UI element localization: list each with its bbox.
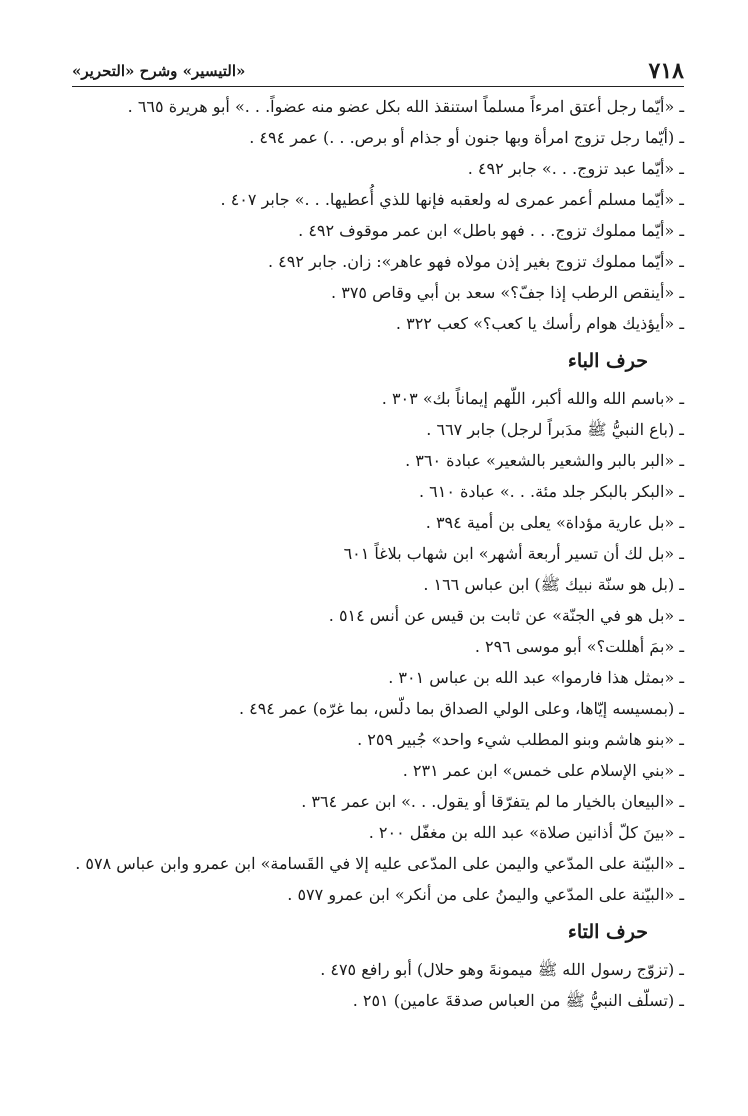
running-title: «التيسير» وشرح «التحرير»: [72, 62, 246, 80]
list-item: ـ «البيعان بالخيار ما لم يتفرّقا أو يقول. . .» ابن عمر ٣٦٤ .: [301, 792, 684, 811]
list-item: ـ «أيّما مملوك تزوج بغير إذن مولاه فهو عاهر»: زان. جابر ٤٩٢ .: [267, 252, 684, 271]
section-ta: [72, 910, 684, 1016]
list-item: ـ «أينقص الرطب إذا جفّ؟» سعد بن أبي وقاص ٣٧٥ .: [331, 283, 684, 302]
list-item: ـ «البكر بالبكر جلد مئة. . .» عبادة ٦١٠ .: [419, 482, 684, 501]
list-item: ـ «أيّما رجل أعتق امرءاً مسلماً استنقذ الله بكل عضو منه عضواً. . .» أبو هريرة ٦٦٥ .: [127, 97, 684, 116]
list-item: ـ «البيّنة على المدّعي واليمن على المدّعى عليه إلا في القَسامة» ابن عمرو وابن عباس ٥٧٨ .: [75, 854, 684, 873]
list-item: ـ «بمثل هذا فارموا» عبد الله بن عباس ٣٠١ .: [388, 668, 684, 687]
list-item: ـ «أيّما مسلم أعمر عمرى له ولعقبه فإنها للذي أُعطيها. . .» جابر ٤٠٧ .: [220, 190, 684, 209]
list-item: ـ (بل هو سنّة نبيك ﷺ) ابن عباس ١٦٦ .: [423, 575, 684, 594]
list-item: ـ «أيؤذيك هوام رأسك يا كعب؟» كعب ٣٢٢ .: [395, 314, 684, 333]
list-item: ـ (تسلّف النبيُّ ﷺ من العباس صدقةَ عامين) ٢٥١ .: [352, 991, 684, 1010]
list-item: ـ (تزوّج رسول الله ﷺ ميمونةَ وهو حلال) أبو رافع ٤٧٥ .: [320, 960, 684, 979]
list-item: ـ «البر بالبر والشعير بالشعير» عبادة ٣٦٠ .: [405, 451, 684, 470]
section-title: حرف التاء: [567, 921, 648, 943]
list-item: ـ «بنو هاشم وبنو المطلب شيء واحد» جُبير ٢٥٩ .: [357, 730, 684, 749]
list-item: ـ «بل هو في الجنّة» عن ثابت بن قيس عن أنس ٥١٤ .: [328, 606, 684, 625]
list-item: ـ «البيّنة على المدّعي واليمنُ على من أنكر» ابن عمرو ٥٧٧ .: [287, 885, 684, 904]
list-item: ـ «بينَ كلّ أذانين صلاة» عبد الله بن مغفّل ٢٠٠ .: [368, 823, 684, 842]
list-item: ـ «أيّما مملوك تزوج. . . فهو باطل» ابن عمر موقوف ٤٩٢ .: [298, 221, 684, 240]
list-item: ـ «بل لك أن تسير أربعة أشهر» ابن شهاب بلاغاً ٦٠١: [343, 544, 684, 563]
section-title: حرف الباء: [567, 350, 648, 372]
list-item: ـ «بمَ أهللت؟» أبو موسى ٢٩٦ .: [474, 637, 684, 656]
list-item: ـ (أيّما رجل تزوج امرأة وبها جنون أو جذام أو برص. . .) عمر ٤٩٤ .: [249, 128, 684, 147]
index-content: [72, 91, 684, 1016]
section-ba: [72, 339, 684, 910]
list-item: ـ «باسم الله والله أكبر، اللّهم إيماناً بك» ٣٠٣ .: [381, 389, 684, 408]
list-item: ـ (باع النبيُّ ﷺ مدَبراً لرجل) جابر ٦٦٧ .: [426, 420, 684, 439]
list-item: ـ «أيّما عبد تزوج. . .» جابر ٤٩٢ .: [467, 159, 684, 178]
page-header: [72, 54, 684, 87]
list-item: ـ (بمسيسه إيّاها، وعلى الولي الصداق بما دلّس، بما غرّه) عمر ٤٩٤ .: [238, 699, 684, 718]
page-number: ٧١٨: [648, 58, 684, 84]
section-alif-continued: [72, 91, 684, 339]
list-item: ـ «بل عارية مؤداة» يعلى بن أمية ٣٩٤ .: [425, 513, 684, 532]
list-item: ـ «بني الإسلام على خمس» ابن عمر ٢٣١ .: [402, 761, 684, 780]
page: [72, 54, 684, 1016]
